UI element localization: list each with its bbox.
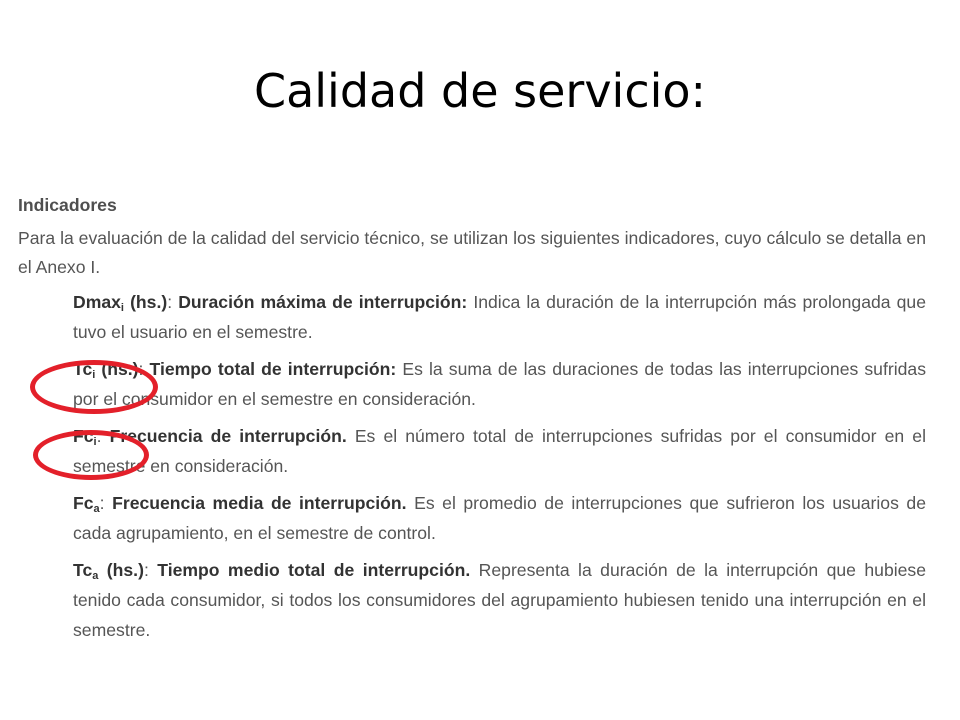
slide-title: Calidad de servicio:	[253, 64, 707, 118]
indicator-tca: $Tc_a$ (hs.): Tiempo medio total de interrupción. Representa la duración de la interrupción que hubiese tenido cada consumidor, si todos los consumidores del agrupamiento hubiesen tenido una interrupción en el semestre.	[73, 560, 927, 640]
indicator-list	[73, 287, 926, 645]
indicator-term: $Tc_i$ (hs.)	[73, 359, 139, 381]
indicator-term: $Fc_a$	[73, 493, 100, 515]
indicator-description: Representa la duración de la interrupción que hubiese tenido cada consumidor, si todos los consumidores del agrupamiento hubiesen tenido una interrupción en el semestre.	[73, 560, 927, 640]
intro-paragraph: Para la evaluación de la calidad del servicio técnico, se utilizan los siguientes indicadores, cuyo cálculo se detalla en el Anexo I.	[18, 228, 926, 277]
indicator-description: Es el número total de interrupciones sufridas por el consumidor en el semestre en consideración.	[73, 426, 926, 476]
indicator-description: Es la suma de las duraciones de todas las interrupciones sufridas por el consumidor en el semestre en consideración.	[73, 359, 926, 409]
indicator-tci: $Tc_i$ (hs.): Tiempo total de interrupción: Es la suma de las duraciones de todas las interrupciones sufridas por el consumidor en el semestre en consideración.	[73, 359, 926, 409]
indicator-name: Tiempo medio total de interrupción.	[148, 560, 471, 580]
indicator-fci: $Fc_i$: Frecuencia de interrupción. Es el número total de interrupciones sufridas por el consumidor en el semestre en consideración.	[73, 426, 926, 476]
indicator-name: Frecuencia de interrupción.	[101, 426, 347, 446]
indicator-dmax: Dmax$_i$ (hs.): Duración máxima de interrupción: Indica la duración de la interrupción más prolongada que tuvo el usuario en el semestre.	[73, 292, 926, 342]
indicator-term: $Tc_a$ (hs.)	[73, 560, 144, 582]
indicator-fca: $Fc_a$: Frecuencia media de interrupción. Es el promedio de interrupciones que sufrieron los usuarios de cada agrupamiento, en el semestre de control.	[73, 493, 926, 543]
indicator-term: $Fc_i$	[73, 426, 97, 448]
section-heading: Indicadores	[18, 195, 117, 215]
indicator-name: Frecuencia media de interrupción.	[104, 493, 407, 513]
indicator-name: Duración máxima de interrupción:	[172, 292, 468, 312]
document-excerpt	[18, 192, 926, 652]
indicator-description: Es el promedio de interrupciones que sufrieron los usuarios de cada agrupamiento, en el semestre de control.	[73, 493, 926, 543]
indicator-term: Dmax$_i$ (hs.)	[73, 292, 168, 314]
indicator-description: Indica la duración de la interrupción más prolongada que tuvo el usuario en el semestre.	[73, 292, 926, 342]
indicator-name: Tiempo total de interrupción:	[143, 359, 397, 379]
